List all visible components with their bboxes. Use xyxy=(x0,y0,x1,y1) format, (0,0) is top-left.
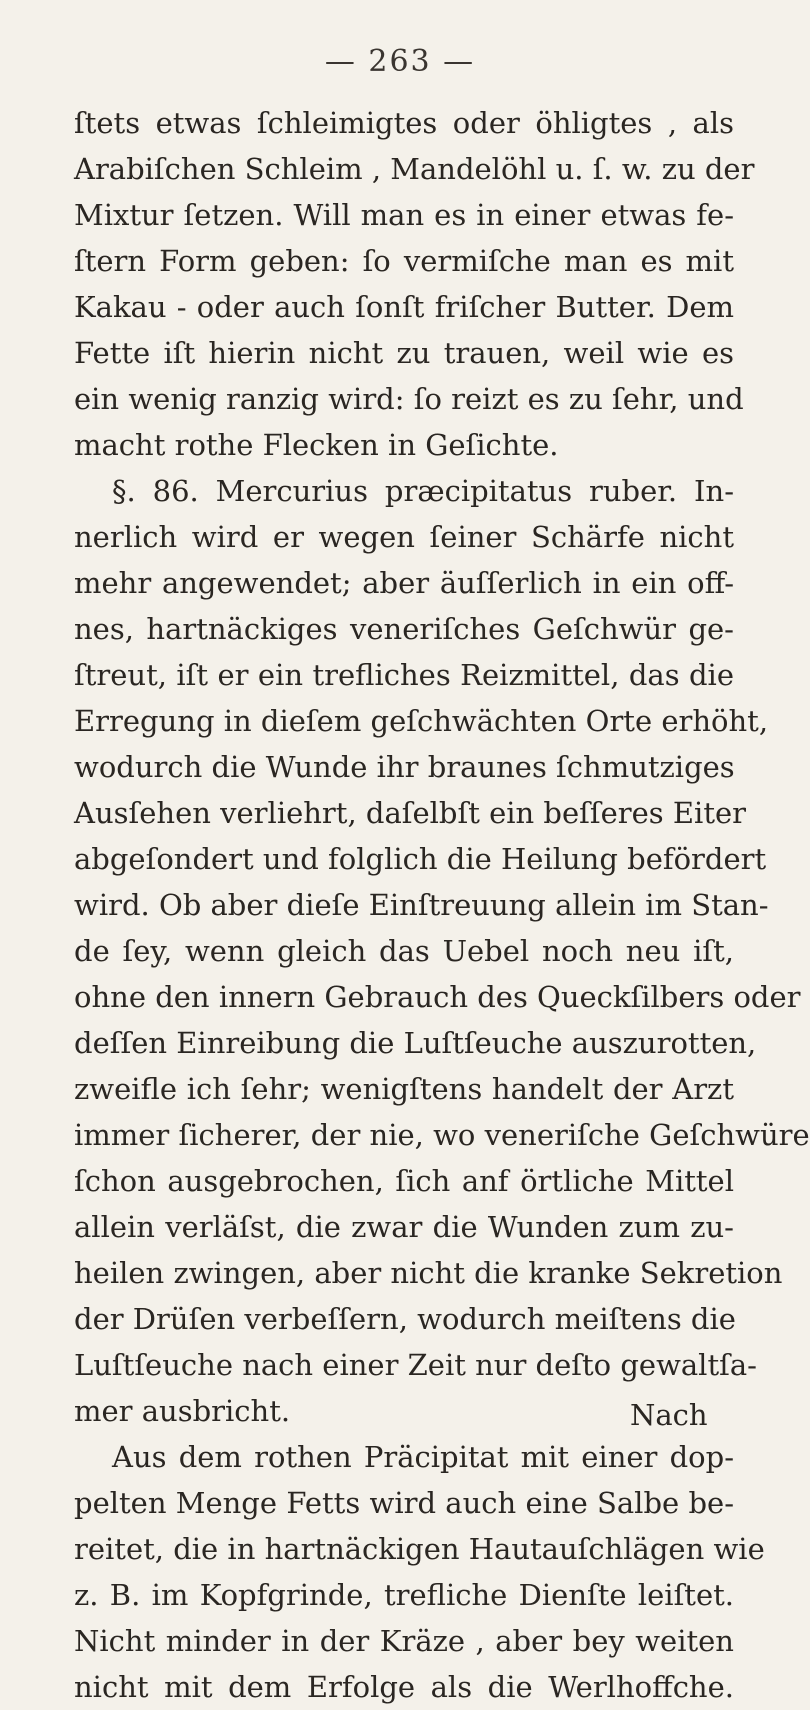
text-line: pelten Menge Fetts wird auch eine Salbe be- xyxy=(74,1486,734,1520)
text-line: Ausſehen verliehrt, daſelbſt ein beſſeres Eiter xyxy=(74,796,747,830)
text-line: abgeſondert und folglich die Heilung befördert xyxy=(74,842,767,876)
text-line: Nicht minder in der Kräze , aber bey weiten xyxy=(74,1624,734,1658)
text-line: reitet, die in hartnäckigen Hautauſchlägen wie xyxy=(74,1532,765,1566)
text-line: allein verläſst, die zwar die Wunden zum zu- xyxy=(74,1210,734,1244)
text-line: Luſtſeuche nach einer Zeit nur deſto gewaltſa- xyxy=(74,1348,757,1382)
body-text xyxy=(74,100,810,1710)
text-line: ein wenig ranzig wird: ſo reizt es zu ſehr, und xyxy=(74,382,744,416)
text-line: nicht mit dem Erfolge als die Werlhoffche. xyxy=(74,1670,734,1704)
text-line: ſtets etwas ſchleimigtes oder öhligtes , als xyxy=(74,106,734,140)
text-line: ſchon ausgebrochen, ſich anf örtliche Mittel xyxy=(74,1164,734,1198)
text-line: Kakau - oder auch ſonſt friſcher Butter. Dem xyxy=(74,290,734,324)
text-line: z. B. im Kopfgrinde, trefliche Dienſte leiſtet. xyxy=(74,1578,734,1612)
page-number: — 263 — xyxy=(324,44,476,79)
text-line: deſſen Einreibung die Luſtſeuche auszurotten, xyxy=(74,1026,757,1060)
text-line: wird. Ob aber dieſe Einſtreuung allein im Stan- xyxy=(74,888,769,922)
text-line: ſtern Form geben: ſo vermiſche man es mit xyxy=(74,244,734,278)
text-line: immer ſicherer, der nie, wo veneriſche Geſchwüre xyxy=(74,1118,810,1152)
text-line: der Drüſen verbeſſern, wodurch meiſtens die xyxy=(74,1302,736,1336)
text-line: zweifle ich ſehr; wenigſtens handelt der Arzt xyxy=(74,1072,734,1106)
section-heading-line: §. 86. Mercurius præcipitatus ruber. In- xyxy=(112,474,734,508)
text-line: Fette iſt hierin nicht zu trauen, weil wie es xyxy=(74,336,734,370)
text-line: mehr angewendet; aber äuſſerlich in ein off- xyxy=(74,566,734,600)
text-line: ſtreut, iſt er ein trefliches Reizmittel, das die xyxy=(74,658,734,692)
text-line: ohne den innern Gebrauch des Queckſilbers oder xyxy=(74,980,801,1014)
text-line: heilen zwingen, aber nicht die kranke Sekretion xyxy=(74,1256,783,1290)
text-line: mer ausbricht. xyxy=(74,1394,291,1428)
text-line: de ſey, wenn gleich das Uebel noch neu iſt, xyxy=(74,934,734,968)
text-line: Mixtur ſetzen. Will man es in einer etwas fe- xyxy=(74,198,734,232)
text-line: Arabiſchen Schleim , Mandelöhl u. ſ. w. zu der xyxy=(74,152,755,186)
catchword: Nach xyxy=(630,1398,708,1432)
text-line: Erregung in dieſem geſchwächten Orte erhöht, xyxy=(74,704,769,738)
text-line: nes, hartnäckiges veneriſches Geſchwür ge- xyxy=(74,612,734,646)
paragraph-start-line: Aus dem rothen Präcipitat mit einer dop- xyxy=(112,1440,734,1474)
text-line: macht rothe Flecken in Geſichte. xyxy=(74,428,559,462)
text-line: wodurch die Wunde ihr braunes ſchmutziges xyxy=(74,750,735,784)
text-line: nerlich wird er wegen ſeiner Schärfe nicht xyxy=(74,520,734,554)
